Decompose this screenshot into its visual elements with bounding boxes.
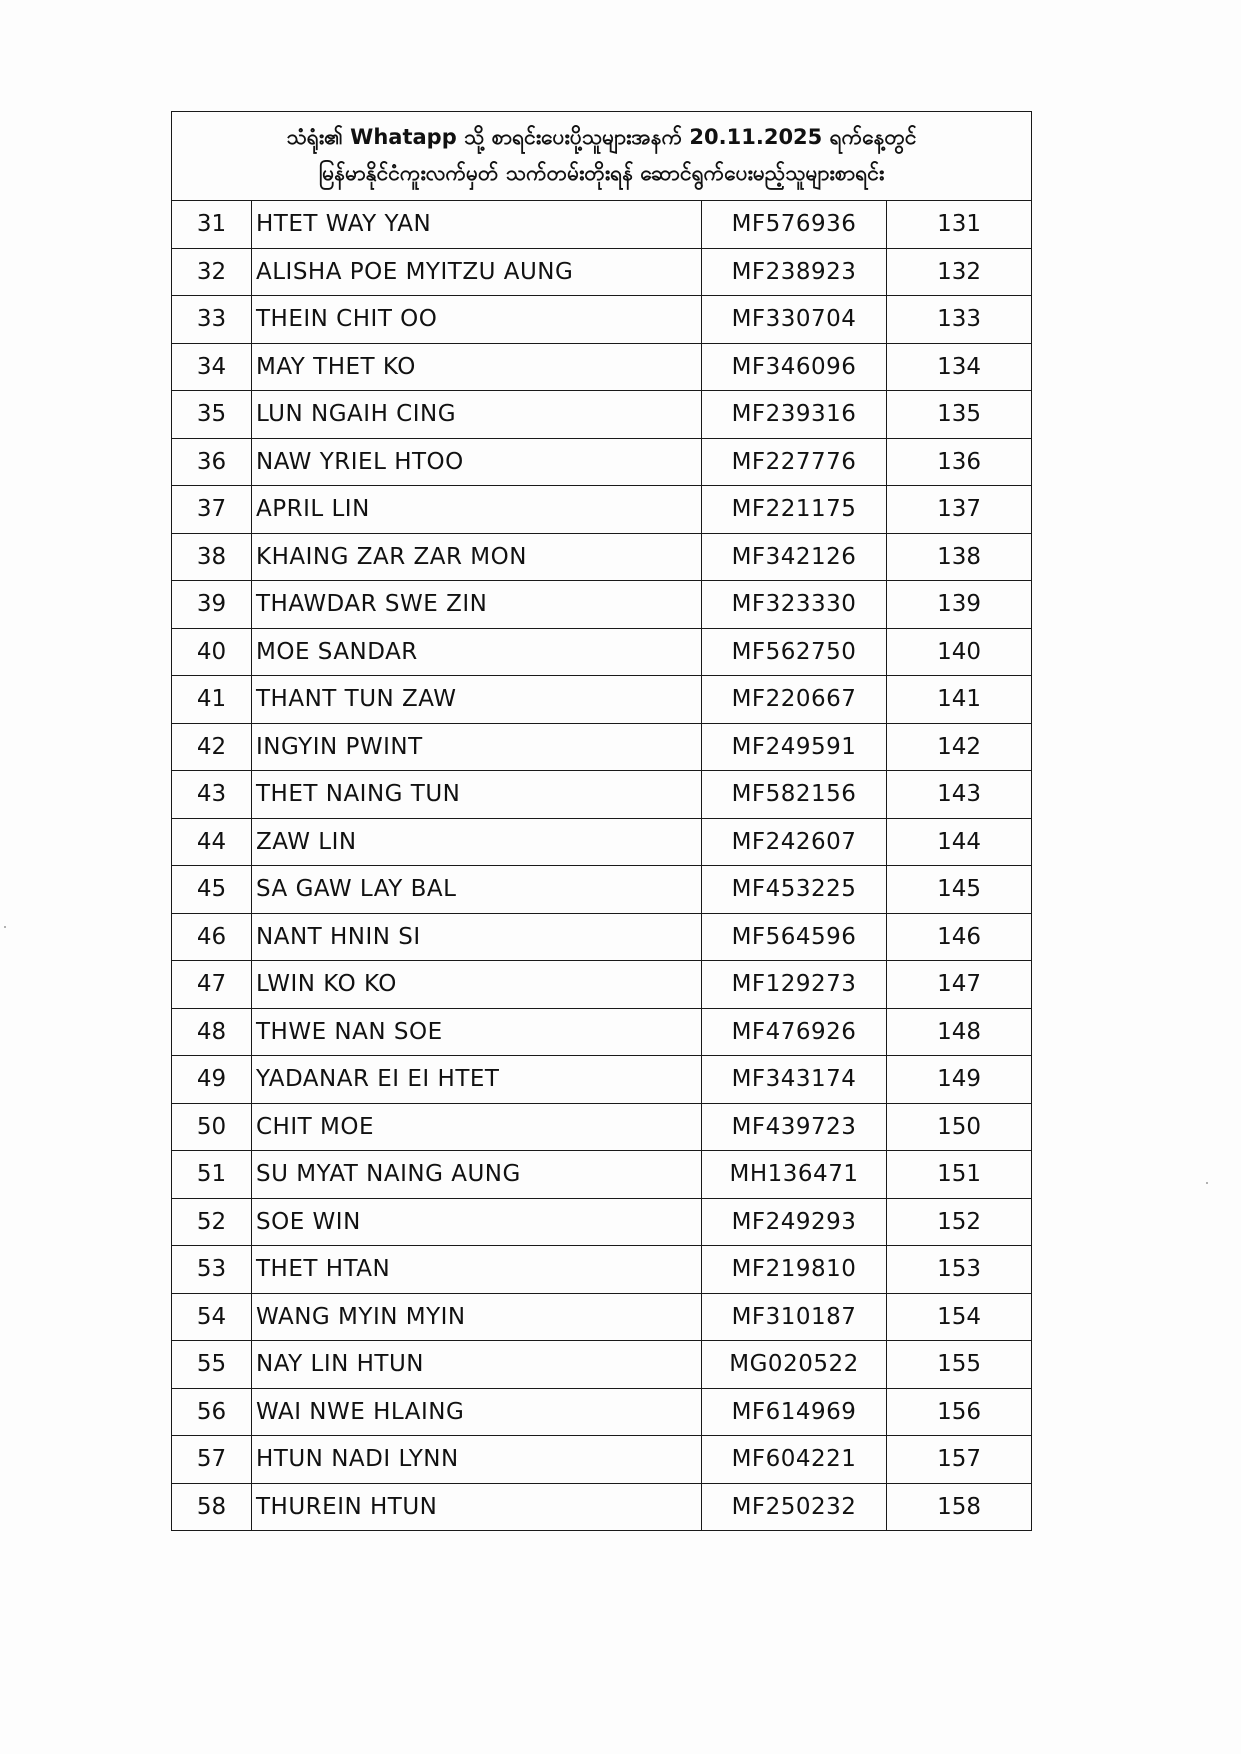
person-name: THANT TUN ZAW — [252, 676, 702, 724]
sequence-number: 132 — [887, 248, 1032, 296]
row-number: 43 — [172, 771, 252, 819]
table-row — [172, 771, 1032, 819]
person-name: THEIN CHIT OO — [252, 296, 702, 344]
row-number: 47 — [172, 961, 252, 1009]
title-line-1: သံရုံး၏ Whatapp သို့ စာရင်းပေးပို့သူများအနက် 20.11.2025 ရက်နေ့တွင် — [286, 125, 917, 150]
table-row — [172, 296, 1032, 344]
sequence-number: 135 — [887, 391, 1032, 439]
sequence-number: 138 — [887, 533, 1032, 581]
sequence-number: 144 — [887, 818, 1032, 866]
passport-number: MF346096 — [702, 343, 887, 391]
table-row — [172, 1246, 1032, 1294]
person-name: SOE WIN — [252, 1198, 702, 1246]
person-name: HTET WAY YAN — [252, 201, 702, 249]
row-number: 48 — [172, 1008, 252, 1056]
table-row — [172, 1008, 1032, 1056]
passport-number: MF219810 — [702, 1246, 887, 1294]
passport-number: MF330704 — [702, 296, 887, 344]
scan-speck — [1206, 1182, 1208, 1184]
sequence-number: 146 — [887, 913, 1032, 961]
person-name: THWE NAN SOE — [252, 1008, 702, 1056]
table-row — [172, 676, 1032, 724]
row-number: 38 — [172, 533, 252, 581]
row-number: 54 — [172, 1293, 252, 1341]
row-number: 40 — [172, 628, 252, 676]
passport-number: MF129273 — [702, 961, 887, 1009]
sequence-number: 151 — [887, 1151, 1032, 1199]
passport-number: MH136471 — [702, 1151, 887, 1199]
passport-number: MF342126 — [702, 533, 887, 581]
passport-number: MF220667 — [702, 676, 887, 724]
person-name: THUREIN HTUN — [252, 1483, 702, 1531]
table-row — [172, 533, 1032, 581]
person-name: THAWDAR SWE ZIN — [252, 581, 702, 629]
person-name: WANG MYIN MYIN — [252, 1293, 702, 1341]
person-name: ALISHA POE MYITZU AUNG — [252, 248, 702, 296]
sequence-number: 157 — [887, 1436, 1032, 1484]
sequence-number: 153 — [887, 1246, 1032, 1294]
sequence-number: 152 — [887, 1198, 1032, 1246]
passport-number: MF242607 — [702, 818, 887, 866]
passport-number: MF221175 — [702, 486, 887, 534]
sequence-number: 143 — [887, 771, 1032, 819]
table-row — [172, 486, 1032, 534]
title-line-2: မြန်မာနိုင်ငံကူးလက်မှတ် သက်တမ်းတိုးရန် ဆောင်ရွက်ပေးမည့်သူများစာရင်း — [318, 161, 885, 185]
person-name: APRIL LIN — [252, 486, 702, 534]
row-number: 35 — [172, 391, 252, 439]
table-row — [172, 1483, 1032, 1531]
row-number: 37 — [172, 486, 252, 534]
sequence-number: 136 — [887, 438, 1032, 486]
table-row — [172, 438, 1032, 486]
person-name: SA GAW LAY BAL — [252, 866, 702, 914]
sequence-number: 141 — [887, 676, 1032, 724]
passport-number: MF249293 — [702, 1198, 887, 1246]
row-number: 56 — [172, 1388, 252, 1436]
table-row — [172, 1341, 1032, 1389]
passport-number: MF476926 — [702, 1008, 887, 1056]
row-number: 52 — [172, 1198, 252, 1246]
person-name: ZAW LIN — [252, 818, 702, 866]
sequence-number: 140 — [887, 628, 1032, 676]
passport-number: MF439723 — [702, 1103, 887, 1151]
passport-number: MF614969 — [702, 1388, 887, 1436]
person-name: CHIT MOE — [252, 1103, 702, 1151]
sequence-number: 154 — [887, 1293, 1032, 1341]
person-name: THET HTAN — [252, 1246, 702, 1294]
sequence-number: 139 — [887, 581, 1032, 629]
person-name: MOE SANDAR — [252, 628, 702, 676]
table-row — [172, 1388, 1032, 1436]
row-number: 58 — [172, 1483, 252, 1531]
table-row — [172, 201, 1032, 249]
passport-number: MF564596 — [702, 913, 887, 961]
sequence-number: 142 — [887, 723, 1032, 771]
sequence-number: 134 — [887, 343, 1032, 391]
passport-number: MF249591 — [702, 723, 887, 771]
person-name: KHAING ZAR ZAR MON — [252, 533, 702, 581]
person-name: WAI NWE HLAING — [252, 1388, 702, 1436]
passport-number: MF604221 — [702, 1436, 887, 1484]
person-name: SU MYAT NAING AUNG — [252, 1151, 702, 1199]
table-row — [172, 1103, 1032, 1151]
person-name: NAW YRIEL HTOO — [252, 438, 702, 486]
sequence-number: 149 — [887, 1056, 1032, 1104]
table-row — [172, 1056, 1032, 1104]
table-row — [172, 248, 1032, 296]
passport-number: MF582156 — [702, 771, 887, 819]
row-number: 49 — [172, 1056, 252, 1104]
table-title-row — [172, 112, 1032, 201]
passport-number: MF343174 — [702, 1056, 887, 1104]
passport-number: MF310187 — [702, 1293, 887, 1341]
person-name: LWIN KO KO — [252, 961, 702, 1009]
passport-number: MF562750 — [702, 628, 887, 676]
row-number: 57 — [172, 1436, 252, 1484]
table-row — [172, 913, 1032, 961]
passport-number: MF250232 — [702, 1483, 887, 1531]
row-number: 53 — [172, 1246, 252, 1294]
person-name: MAY THET KO — [252, 343, 702, 391]
passport-number: MF576936 — [702, 201, 887, 249]
sequence-number: 148 — [887, 1008, 1032, 1056]
passport-number: MG020522 — [702, 1341, 887, 1389]
passport-number: MF453225 — [702, 866, 887, 914]
sequence-number: 150 — [887, 1103, 1032, 1151]
row-number: 45 — [172, 866, 252, 914]
row-number: 39 — [172, 581, 252, 629]
table-row — [172, 723, 1032, 771]
passport-number: MF238923 — [702, 248, 887, 296]
row-number: 41 — [172, 676, 252, 724]
person-name: THET NAING TUN — [252, 771, 702, 819]
row-number: 34 — [172, 343, 252, 391]
sequence-number: 133 — [887, 296, 1032, 344]
person-name: NAY LIN HTUN — [252, 1341, 702, 1389]
table-row — [172, 1436, 1032, 1484]
person-name: YADANAR EI EI HTET — [252, 1056, 702, 1104]
row-number: 32 — [172, 248, 252, 296]
sequence-number: 158 — [887, 1483, 1032, 1531]
sequence-number: 131 — [887, 201, 1032, 249]
person-name: INGYIN PWINT — [252, 723, 702, 771]
row-number: 42 — [172, 723, 252, 771]
table-row — [172, 961, 1032, 1009]
row-number: 50 — [172, 1103, 252, 1151]
table-row — [172, 581, 1032, 629]
passport-number: MF227776 — [702, 438, 887, 486]
table-row — [172, 628, 1032, 676]
sequence-number: 137 — [887, 486, 1032, 534]
row-number: 44 — [172, 818, 252, 866]
sequence-number: 155 — [887, 1341, 1032, 1389]
sequence-number: 147 — [887, 961, 1032, 1009]
person-name: NANT HNIN SI — [252, 913, 702, 961]
row-number: 46 — [172, 913, 252, 961]
scan-speck — [4, 926, 6, 928]
table-row — [172, 1198, 1032, 1246]
table-row — [172, 1293, 1032, 1341]
table-row — [172, 343, 1032, 391]
row-number: 36 — [172, 438, 252, 486]
passport-number: MF323330 — [702, 581, 887, 629]
table-row — [172, 1151, 1032, 1199]
table-title — [172, 112, 1032, 201]
table-row — [172, 818, 1032, 866]
row-number: 51 — [172, 1151, 252, 1199]
person-name: LUN NGAIH CING — [252, 391, 702, 439]
row-number: 55 — [172, 1341, 252, 1389]
person-name: HTUN NADI LYNN — [252, 1436, 702, 1484]
passport-renewal-table — [171, 111, 1032, 1531]
passport-number: MF239316 — [702, 391, 887, 439]
sequence-number: 145 — [887, 866, 1032, 914]
row-number: 33 — [172, 296, 252, 344]
table-row — [172, 866, 1032, 914]
table-row — [172, 391, 1032, 439]
row-number: 31 — [172, 201, 252, 249]
sequence-number: 156 — [887, 1388, 1032, 1436]
